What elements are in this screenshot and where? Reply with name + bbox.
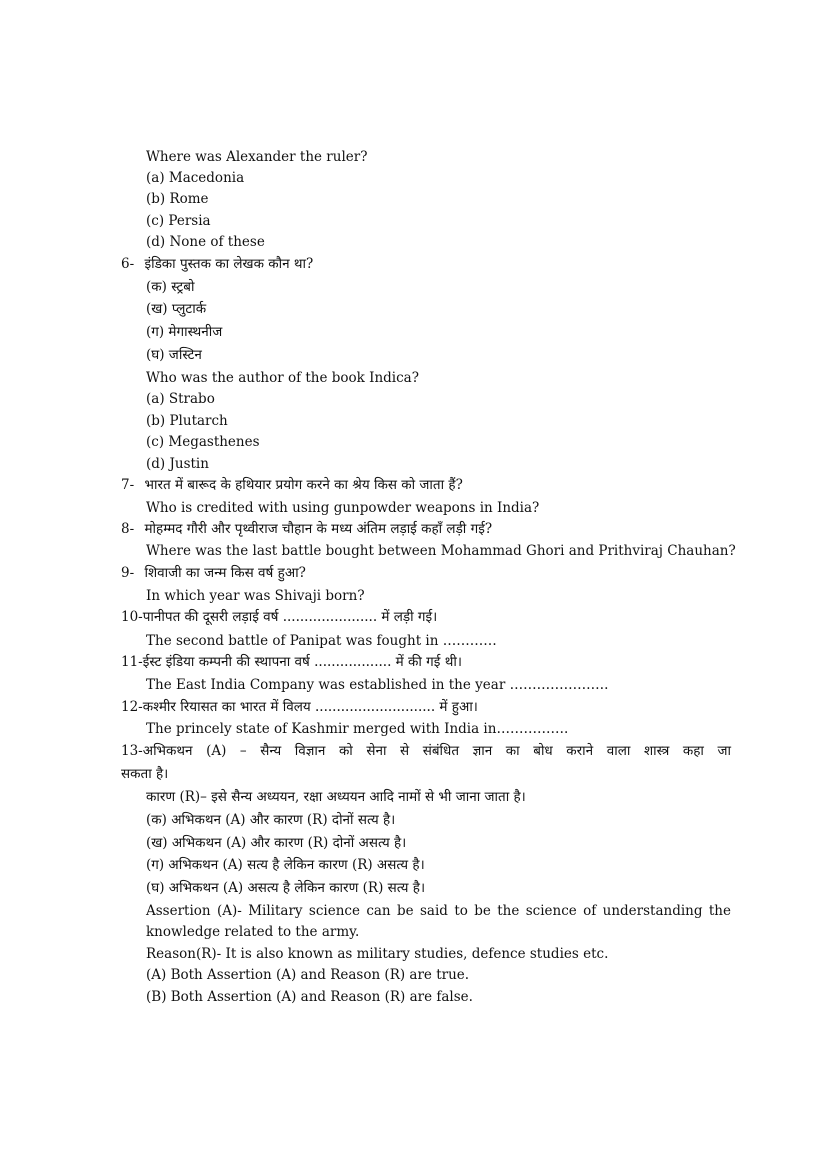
- q6-hindi-option-ga: (ग) मेगास्थनीज: [146, 324, 223, 340]
- q11-hindi-question: ईस्ट इंडिया कम्पनी की स्थापना वर्ष .................. में की गई थी।: [142, 654, 462, 670]
- q13-hindi-assertion-line1: [121, 741, 731, 761]
- q12-english-question: The princely state of Kashmir merged with India in…………….: [146, 721, 569, 737]
- q6-english-option-b: (b) Plutarch: [146, 413, 228, 429]
- q12-hindi-question-row: [121, 697, 478, 717]
- q13-english-reason: Reason(R)- It is also known as military studies, defence studies etc.: [146, 946, 609, 962]
- q13-hindi-reason: कारण (R)– इसे सैन्य अध्ययन, रक्षा अध्ययन आदि नामों से भी जाना जाता है।: [146, 789, 526, 805]
- q6-hindi-question: इंडिका पुस्तक का लेखक कौन था?: [144, 256, 314, 272]
- q9-hindi-question-row: [121, 563, 306, 583]
- q6-hindi-option-gha: (घ) जस्टिन: [146, 347, 202, 363]
- q12-number: 12-: [121, 699, 143, 715]
- q13-number: 13-: [121, 743, 143, 759]
- q5-english-question: Where was Alexander the ruler?: [146, 149, 368, 165]
- q13-hindi-option-kha: (ख) अभिकथन (A) और कारण (R) दोनों असत्य है।: [146, 835, 407, 851]
- q7-hindi-question: भारत में बारूद के हथियार प्रयोग करने का श्रेय किस को जाता हैं?: [144, 477, 463, 493]
- q13-hindi-option-gha: (घ) अभिकथन (A) असत्य है लेकिन कारण (R) सत्य है।: [146, 880, 426, 896]
- q13-english-option-a: (A) Both Assertion (A) and Reason (R) are true.: [146, 967, 470, 983]
- q5-option-c: (c) Persia: [146, 213, 211, 229]
- q13-hindi-assertion-text: अभिकथन (A) – सैन्य विज्ञान को सेना से संबंधित ज्ञान का बोध कराने वाला शास्त्र कहा जा: [142, 743, 731, 759]
- q5-option-b: (b) Rome: [146, 191, 209, 207]
- q13-english-assertion-line2: knowledge related to the army.: [146, 924, 360, 940]
- q10-hindi-question: पानीपत की दूसरी लड़ाई वर्ष ...................... में लड़ी गई।: [142, 609, 438, 625]
- q6-english-option-a: (a) Strabo: [146, 391, 215, 407]
- q10-english-question: The second battle of Panipat was fought in …………: [146, 633, 497, 649]
- q8-number: 8-: [121, 521, 135, 537]
- q13-english-option-b: (B) Both Assertion (A) and Reason (R) are false.: [146, 989, 473, 1005]
- q7-hindi-question-row: [121, 475, 463, 495]
- q5-option-d: (d) None of these: [146, 234, 265, 250]
- q6-english-question: Who was the author of the book Indica?: [146, 370, 419, 386]
- q13-hindi-option-ka: (क) अभिकथन (A) और कारण (R) दोनों सत्य है।: [146, 812, 396, 828]
- q9-english-question: In which year was Shivaji born?: [146, 588, 365, 604]
- q6-hindi-question-row: [121, 254, 313, 274]
- q7-number: 7-: [121, 477, 135, 493]
- q8-hindi-question: मोहम्मद गौरी और पृथ्वीराज चौहान के मध्य अंतिम लड़ाई कहाँ लड़ी गई?: [144, 521, 493, 537]
- q5-option-a: (a) Macedonia: [146, 170, 245, 186]
- q6-english-option-c: (c) Megasthenes: [146, 434, 260, 450]
- q13-english-assertion-line1: Assertion (A)- Military science can be said to be the science of understanding the: [146, 903, 731, 919]
- q13-hindi-option-ga: (ग) अभिकथन (A) सत्य है लेकिन कारण (R) असत्य है।: [146, 857, 425, 873]
- q6-hindi-option-ka: (क) स्ट्रबो: [146, 279, 195, 295]
- q9-number: 9-: [121, 565, 135, 581]
- q6-hindi-option-kha: (ख) प्लुटार्क: [146, 301, 207, 317]
- q11-number: 11-: [121, 654, 143, 670]
- q8-english-question: Where was the last battle bought between Mohammad Ghori and Prithviraj Chauhan?: [146, 543, 736, 559]
- q10-hindi-question-row: [121, 607, 437, 627]
- q11-english-question: The East India Company was established in the year ………………….: [146, 677, 609, 693]
- q9-hindi-question: शिवाजी का जन्म किस वर्ष हुआ?: [144, 565, 306, 581]
- q8-hindi-question-row: [121, 519, 492, 539]
- q13-hindi-assertion-line2: सकता है।: [121, 766, 169, 782]
- q12-hindi-question: कश्मीर रियासत का भारत में विलय ............................ में हुआ।: [142, 699, 478, 715]
- q7-english-question: Who is credited with using gunpowder weapons in India?: [146, 500, 540, 516]
- q10-number: 10-: [121, 609, 143, 625]
- q6-number: 6-: [121, 256, 135, 272]
- q11-hindi-question-row: [121, 652, 462, 672]
- q6-english-option-d: (d) Justin: [146, 456, 209, 472]
